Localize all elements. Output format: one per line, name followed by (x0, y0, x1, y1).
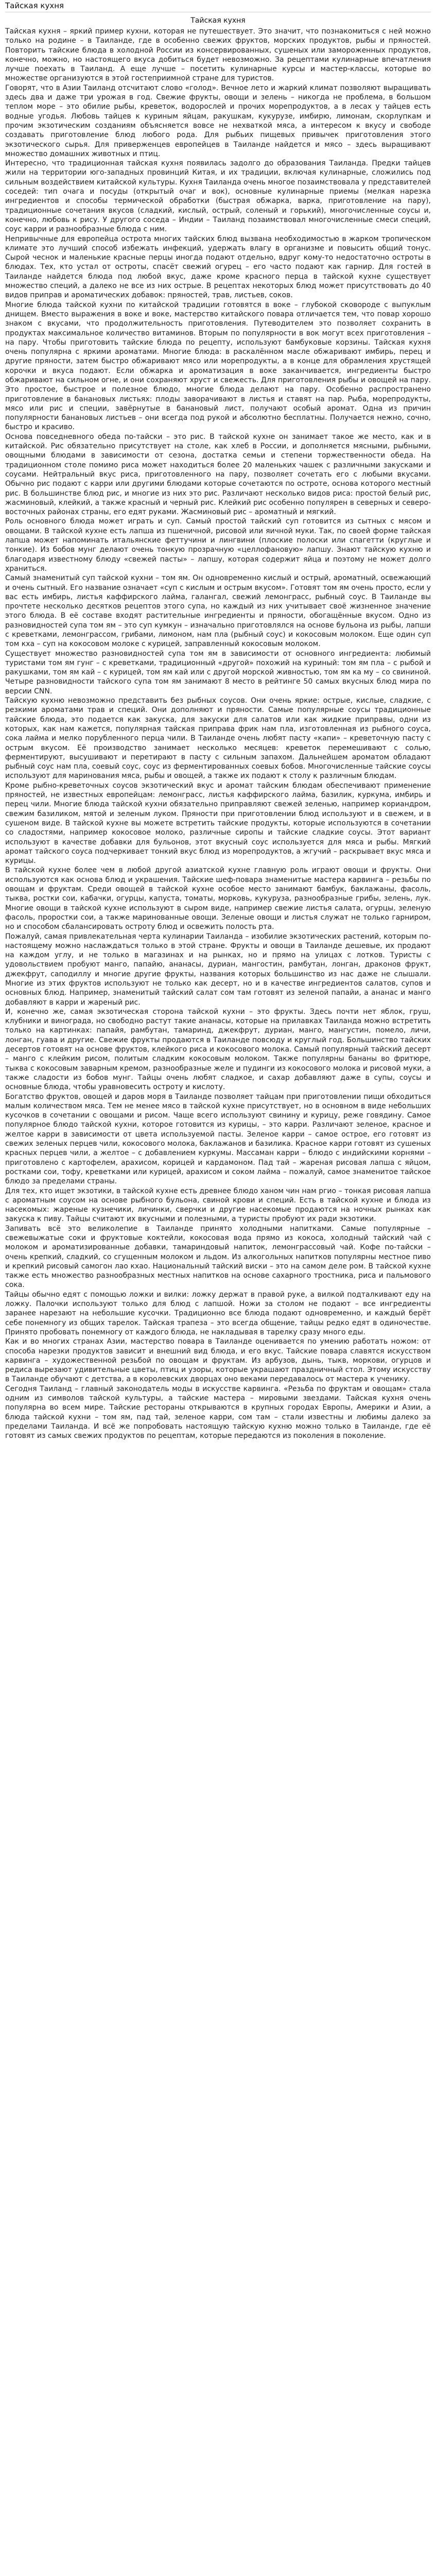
article-paragraph: Основа повседневного обеда по-тайски – это рис. В тайской кухне он занимает такое же место, как и в китайской. Рис обязательно присутствует на столе, как хлеб в России, и дополняется мясными, рыбными, овощными блюдами в зависимости от сезона, достатка семьи и степени торжественности обеда. На традиционном столе помимо риса может находиться более 20 маленьких чашек с различными закусками и соусами. Нейтральный вкус риса, приготовленного на пару, позволяет сочетать его с любыми вкусами. Обычно рис подают с карри или другими блюдами которые сочетаются по остроте, основа которого местный рис. В большинстве блюд рис, и многие из них это рис. Различают несколько видов риса: простой белый рис, жасминовый, клейкий, а также красный и черный рис. Клейкий рис особенно популярен в северных и северо-восточных районах страны, его едят руками. Жасминовый рис – ароматный и мягкий. (5, 432, 431, 517)
article-body (5, 27, 431, 1441)
article-paragraph: Непривычные для европейца острота многих тайских блюд вызвана необходимостью в жарком тропическом климате это лучший способ избежать инфекций, удержать влагу в организме и повысить общий тонус. Сырой чеснок и маленькие красные перцы иногда подают отдельно, вдруг кому-то недостаточно остроты в блюдах. Тех, кто устал от остроты, спасёт свежий огурец – его часто подают как гарнир. Для гостей в Таиланде найдется блюда под любой вкус, даже кроме красного перца в тайской кухне существует множество специй, а далеко не все из них острые. В рецептах некоторых блюд может присутствовать до 40 видов приправ и ароматических добавок: пряностей, трав, листьев, соков. (5, 234, 431, 300)
article-paragraph: Интересно, что традиционная тайская кухня появилась задолго до образования Таиланда. Предки тайцев жили на территории юго-западных провинций Китая, и их традиции, включая кулинарные, сложились под сильным воздействием китайской культуры. Кухня Таиланда очень многое позаимствовала у представителей соседей: тип очага и посуды (открытый очаг и вок), основные кулинарные приемы (мелкая нарезка ингредиентов и способы термической обработки (быстрая обжарка, варка, приготовление на пару), традиционные сочетания вкусов (сладкий, кислый, острый, соленый и горький), многочисленные соусы и, конечно, любовь к рису. У другого соседа – Индии – Таиланд позаимствовал многочисленные смеси специй, соус карри и разнообразные блюда с ним. (5, 159, 431, 234)
article-paragraph: Роль основного блюда может играть и суп. Самый простой тайский суп готовится из сытных с мясом и овощами. В тайской кухне есть лапша из пшеничной, рисовой или яичной муки. Так, по своей форме тайская лапша может напоминать итальянские феттучини и лингвини (плоские полоски или спагетти (круглые и тонкие). Из бобов мунг делают очень тонкую прозрачную «целлофановую» лапшу. Знают тайскую кухню и благодаря известному блюду «свежей пасты» – лапшу, которая содержит яйца и поэтому не может долго храниться. (5, 517, 431, 573)
article-paragraph: В тайской кухне более чем в любой другой азиатской кухне главную роль играют овощи и фрукты. Они используются как основа блюд и украшения. Тайские шеф-повара знаменитые мастера карвинга – резьбы по овощам и фруктам. Среди овощей в тайской кухне особое место занимают бамбук, баклажаны, фасоль, тыква, ростки сои, кабачки, огурцы, капуста, томаты, морковь, кукуруза, разнообразные грибы, зелень, лук. Многие овощи в тайской кухне используют в сыром виде, например свежие листья салата, огурцы, зеленую фасоль, проростки сои, а также маринованные овощи. Зеленые овощи и листья служат не только гарниром, но и способом сбалансировать остроту блюд и освежить полость рта. (5, 866, 431, 931)
article-paragraph: Тайская кухня – яркий пример кухни, которая не путешествует. Это значит, что познакомиться с ней можно только на родине – в Таиланде, где в особенно свежих фруктов, морских продуктов, рыбы и пряностей. Повторить тайские блюда в холодной России из консервированных, сушеных или замороженных продуктов, конечно, можно, но настоящего вкуса добиться будет невозможно. За рецептами кулинарные впечатления лучше поехать в Таиланд. А еще лучше – посетить кулинарные курсы и мастер-классы, которые во множестве организуются в этой гостеприимной стране для туристов. (5, 27, 431, 83)
article-paragraph: Говорят, что в Азии Таиланд отсчитают слово «голод». Вечное лето и жаркий климат позволяют выращивать здесь два и даже три урожая в год. Свежие фрукты, овощи и зелень – никогда не проблема, в большом теплом море – это обилие рыбы, креветок, водорослей и прочих морепродуктов, а в лесах у тайцев есть водные угодья. Любовь тайцев к куриным яйцам, ракушкам, кукурузе, имбирю, лимонам, скорлупкам и прочим экзотическим созданиям объясняется вовсе не нехваткой мяса, а интересом к вкусу и свободе создавать приготовление блюд любого рода. Для рыбьих пищевых привычек приготовления этого экзотического сырья. Для приверженцев европейцев в Таиланде найдется и мясо – здесь выращивают множество домашних животных и птиц. (5, 83, 431, 158)
article-paragraph: Сегодня Таиланд – главный законодатель моды в искусстве карвинга. «Резьба по фруктам и овощам» стала одним из символов тайской культуры, а тайские мастера – мировыми звездами. Тайская кухня очень популярна во всем мире. Тайские рестораны открываются в крупных городах Европы, Америки и Азии, а блюда тайской кухни – том ям, пад тай, зеленое карри, сом там – стали известны и любимы далеко за пределами Таиланда. И всё же попробовать настоящую тайскую кухню можно только в Таиланде, где её готовят из самых свежих продуктов по рецептам, которые передаются из поколения в поколение. (5, 1384, 431, 1440)
article-paragraph: Тайцы обычно едят с помощью ложки и вилки: ложку держат в правой руке, а вилкой подталкивают еду на ложку. Палочки используют только для блюд с лапшой. Ножи за столом не подают – все ингредиенты заранее нарезают на небольшие кусочки. Традиционно все блюда подают одновременно, и каждый берёт себе понемногу из общих тарелок. Тайская трапеза – это всегда общение, тайцы редко едят в одиночестве. Принято пробовать понемногу от каждого блюда, не накладывая в тарелку сразу много еды. (5, 1290, 431, 1336)
article-heading: Тайская кухня (190, 16, 246, 25)
article-paragraph: Запивать всё это великолепие в Таиланде принято холодными напитками. Самые популярные – свежевыжатые соки и фруктовые коктейли, кокосовая вода прямо из кокоса, холодный тайский чай с молоком и ароматизированные добавки, тамариндовый напиток, лемонграссовый чай. Кофе по-тайски – очень крепкий, сладкий, со сгущенным молоком и льдом. Из алкогольных напитков популярны местное пиво и крепкий рисовый самогон лао кхао. Национальный тайский виски – это на самом деле ром. В тайской кухне также есть множество разнообразных местных напитков на основе сахарного тростника, риса и пальмового сока. (5, 1224, 431, 1290)
article-paragraph: Пожалуй, самая привлекательная черта кулинарии Таиланда – изобилие экзотических растений, которым по-настоящему можно наслаждаться только в этой стране. Фрукты и овощи в Таиланде дешевые, их продают на каждом углу, и не только в магазинах и на рынках, но и прямо на улицах с лотков. Туристы с удовольствием пробуют манго, папайю, ананасы, дуриан, мангостин, рамбутан, лонган, драконов фрукт, джекфрут, саподиллу и многие другие фрукты, названия которых большинство из нас даже не слышали. Многие из этих фруктов используют не только как десерт, но и в качестве ингредиентов салатов, супов и основных блюд. Например, знаменитый тайский салат сом там готовят из зеленой папайи, а ананас и манго добавляют в карри и жареный рис. (5, 932, 431, 1007)
article-paragraph: Многие блюда тайской кухни по китайской традиции готовятся в воке – глубокой сковороде с выпуклым днищем. Вместо выражения в воке и воке, мастерство китайского повара отличается тем, что повар хорошо знаком с вкусами, что продолжительность приготовления. Путеводителем это позволяет сохранить в продуктах максимальное количество витаминов. Вторым по популярности в вок могут всех приготовления – на пару. Чтобы приготовить тайские блюда по рецепту, используют бамбуковые корзины. Тайская кухня очень популярна с яркими ароматами. Многие блюда: в раскалённом масле обжаривают имбирь, перец и другие пряности, затем быстро обжаривают мясо или морепродукты, а в конце для обрамления хрустящей корочки и вкуса подают. Если обжарка и ароматизация в воке заканчивается, ингредиенты быстро обжаривают на сильном огне, и они сохраняют хруст и свежесть. Для приготовления рыбы и овощей на пару. Это простое, быстрое и полезное блюдо, многие блюда делают на пару. Особенно распространено приготовление в банановых листьях: плоды заворачивают в листья и ставят на пар. Рыба, морепродукты, мясо или рис и специи, завёрнутые в банановый лист, получают особый аромат. Одна из причин популярности банановых листьев – они всегда под рукой и абсолютно бесплатны. Получается нежно, сочно, быстро и красиво. (5, 300, 431, 432)
article-paragraph: Кроме рыбно-креветочных соусов экзотический вкус и аромат тайским блюдам обеспечивают применение пряностей, не известных европейцам: лемонграсс, листья каффирского лайма, базилик, куркума, имбирь и перец чили. Многие блюда тайской кухни обязательно приправляют свежей зеленью, например кориандром, свежим базиликом, мятой и зеленым луком. Пряности при приготовлении блюд используют и в свежем, и в сушеном виде. В тайской кухне вы можете встретить тайские продукты, которые используются в сочетании со сладостями, например кокосовое молоко, различные сиропы и тайские сладкие соусы. Этот вариант используют в качестве добавки для бульонов, этот вкусный соус используется для мяса и рыбы. Мягкий аромат тайского соуса подчеркивает тонкий вкус блюд из морепродуктов, а жгучий – раскрывает вкус мяса и курицы. (5, 781, 431, 866)
article-paragraph: И, конечно же, самая экзотическая сторона тайской кухни – это фрукты. Здесь почти нет яблок, груш, клубники и винограда, но свободно растут такие ананасы, которые на прилавках Таиланда можно встретить только на картинках: папайя, рамбутан, тамаринд, джекфрут, дуриан, манго, мангустин, помело, личи, лонган, гуава и другие. Свежие фрукты продаются в Таиланде повсюду и круглый год. Большинство тайских десертов готовят на основе фруктов, клейкого риса и кокосового молока. Самый популярный тайский десерт – манго с клейким рисом, политым сладким кокосовым молоком. Также популярны бананы во фритюре, тыква с кокосовым заварным кремом, разнообразные желе и пудинги из кокосового молока и рисовой муки, а также сладости из бобов мунг. Тайцы очень любят сладкое, и сахар добавляют даже в супы, соусы и основные блюда, чтобы уравновесить остроту и кислоту. (5, 1007, 431, 1092)
article-paragraph: Самый знаменитый суп тайской кухни – том ям. Он одновременно кислый и острый, ароматный, освежающий и очень сытный. Его название означает «суп с кислым и острым вкусом». Готовят том ям очень просто, если у вас есть имбирь, листья каффирского лайма, галангал, свежий лемонграсс, рыбный соус. В Таиланде вы прочтете несколько десятков рецептов этого супа, но каждый из них учитывает своё жизненное значение этого блюда. В её составе входят растительные ингредиенты и пряности, обогащённые вкусом. Одно из разновидностей супа том ям – это суп кумкун – изначально приготовлялся на основе бульона из рыбы, лапши с креветками, лемонграссом, грибами, лимоном, нам пла (рыбный соус) и кокосовым молоком. Еще один суп том кха – суп на кокосовом молоке с курицей, заправленный кокосовым молоком. (5, 574, 431, 649)
article-paragraph: Существует множество разновидностей супа том ям в зависимости от основного ингредиента: любимый туристами том ям гунг – с креветками, традиционный «другой» похожий на куриный: том ям пла – с рыбой и ракушками, том ям кай – с курицей, том ям кай или с другой морской живностью, том ям ка му – со свининой. Четыре разновидности тайского супа том ям занимают 8 место в рейтинге 50 самых вкусных блюд мира по версии CNN. (5, 649, 431, 696)
article-paragraph: Тайскую кухню невозможно представить без рыбных соусов. Они очень яркие: острые, кислые, сладкие, с резкими ароматами трав и специй. Они дополняют и пряности. Самые популярные соусы традиционные тайские блюда, это подается как закуска, для закуски для салатов или как жидкие приправы, одни из которых, как нам кажется, популярная тайская приправа фрик нам пла, изготовленная из рыбного соуса, сока лайма и мелко порубленного перца чили. В Таиланде очень любят пасту «капи» – креветочную пасту с острым вкусом. Её производство занимает несколько месяцев: креветок перемешивают с солью, ферментируют, высушивают и перетирают в пасту с сильным запахом. Дальнейшем ароматом обладают рыбный соус нам пла, соевый соус, соус из ферментированных соевых бобов. Многочисленные тайские соусы используют для маринования мяса, рыбы и овощей, а также их подают к столу к различным блюдам. (5, 697, 431, 781)
page-title: Тайская кухня (5, 1, 64, 10)
article-paragraph: Как и во многих странах Азии, мастерство повара в Таиланде оценивается по умению работать ножом: от способа нарезки продуктов зависит и внешний вид блюда, и его вкус. Тайские повара славятся искусством карвинга – художественной резьбой по овощам и фруктам. Из арбузов, дынь, тыкв, моркови, огурцов и редиса вырезают удивительные цветы, птиц и узоры, которые украшают праздничный стол. Этому искусству в Таиланде обучают с детства, а в королевских дворцах оно веками передавалось от мастера к ученику. (5, 1337, 431, 1384)
article-paragraph: Для тех, кто ищет экзотики, в тайской кухне есть древнее блюдо ханом чин нам ргио – тонкая рисовая лапша с ароматным соусом на основе рыбного бульона, свиной крови и специй. Есть в тайской кухне и блюда из насекомых: жареные кузнечики, личинки, сверчки и другие насекомые продаются на ночных рынках как закуска к пиву. Тайцы считают их вкусными и полезными, а туристы пробуют их ради экзотики. (5, 1187, 431, 1224)
article-paragraph: Богатство фруктов, овощей и даров моря в Таиланде позволяет тайцам при приготовлении пищи обходиться малым количеством мяса. Тем не менее мясо в тайской кухне присутствует, но в основном в виде небольших кусочков в сочетании с овощами и рисом. Чаще всего используют свинину и курицу, реже говядину. Самое популярное блюдо тайской кухни, которое готовится из курицы, – это карри. Различают зеленое, красное и желтое карри в зависимости от цвета используемой пасты. Зеленое карри – самое острое, его готовят из свежих зеленых перцев чили, кокосового молока, баклажанов и базилика. Красное карри готовят из сушеных красных перцев чили, а желтое – с добавлением куркумы. Массаман карри – блюдо с индийскими корнями – приготовлено с картофелем, арахисом, корицей и кардамоном. Пад тай – жареная рисовая лапша с яйцом, ростками сои, тофу, креветками или курицей, арахисом и соком лайма – пожалуй, самое знаменитое тайское блюдо за пределами страны. (5, 1092, 431, 1186)
